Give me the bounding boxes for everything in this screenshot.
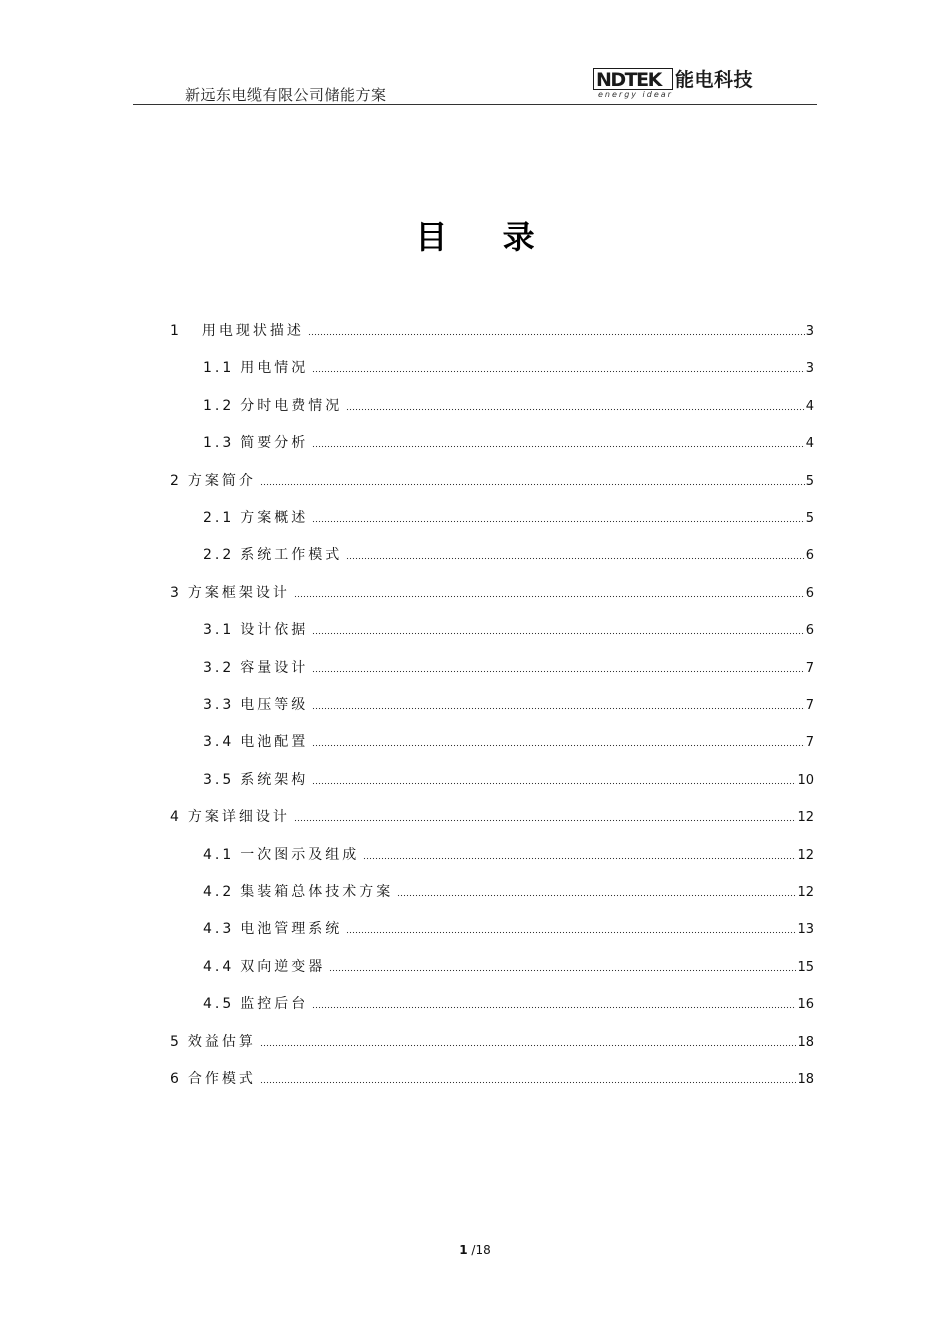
toc-dot-leader <box>260 1043 797 1047</box>
toc-entry-number: 1.1 <box>203 360 235 376</box>
toc-entry-title: 用电情况 <box>240 360 309 376</box>
toc-entry-title: 方案详细设计 <box>187 809 290 825</box>
toc-entry-number: 3.4 <box>203 734 235 750</box>
toc-entry-page: 15 <box>797 960 814 975</box>
toc-entry-page: 3 <box>805 361 814 376</box>
toc-dot-leader <box>308 332 805 336</box>
toc-entry-number: 3.5 <box>203 772 235 788</box>
toc-entry[interactable] <box>170 807 814 827</box>
toc-entry-title: 系统架构 <box>240 772 309 788</box>
toc-entry-number: 1 <box>170 323 182 339</box>
toc-entry-number: 1.3 <box>203 435 235 451</box>
toc-entry-title: 电池配置 <box>240 734 309 750</box>
toc-dot-leader <box>312 706 804 710</box>
toc-entry[interactable] <box>203 433 814 453</box>
toc-entry-title: 系统工作模式 <box>240 547 343 563</box>
logo-chinese-name: 能电科技 <box>675 69 754 91</box>
toc-entry-page: 12 <box>797 810 814 825</box>
toc-entry[interactable] <box>203 545 814 565</box>
toc-entry-page: 3 <box>805 324 814 339</box>
toc-entry-title: 方案概述 <box>240 510 309 526</box>
toc-entry-number: 6 <box>170 1071 182 1087</box>
toc-entry-number: 4.5 <box>203 996 235 1012</box>
toc-entry-page: 5 <box>805 511 814 526</box>
toc-entry-title: 设计依据 <box>240 622 309 638</box>
toc-entry-number: 4.1 <box>203 847 235 863</box>
toc-entry-title: 方案框架设计 <box>187 585 290 601</box>
toc-entry-title: 监控后台 <box>240 996 309 1012</box>
toc-entry[interactable] <box>203 994 814 1014</box>
toc-dot-leader <box>312 444 804 448</box>
toc-entry[interactable] <box>203 770 814 790</box>
toc-entry-title: 用电现状描述 <box>201 323 304 339</box>
header-document-title: 新远东电缆有限公司储能方案 <box>185 86 387 104</box>
toc-entry-page: 4 <box>805 436 814 451</box>
toc-entry[interactable] <box>203 508 814 528</box>
logo-mark-text: NDTEK <box>596 69 661 91</box>
page-separator: / <box>467 1243 476 1257</box>
toc-entry[interactable] <box>203 658 814 678</box>
toc-entry-number: 4.2 <box>203 884 235 900</box>
toc-dot-leader <box>346 407 804 411</box>
toc-entry-title: 方案简介 <box>187 473 256 489</box>
total-pages: 18 <box>475 1243 491 1257</box>
toc-entry-number: 2 <box>170 473 182 489</box>
toc-dot-leader <box>294 594 805 598</box>
toc-entry-number: 1.2 <box>203 398 235 414</box>
toc-entry-title: 分时电费情况 <box>240 398 343 414</box>
toc-entry-number: 2.2 <box>203 547 235 563</box>
toc-entry-title: 电池管理系统 <box>240 921 343 937</box>
toc-entry-page: 18 <box>797 1072 814 1087</box>
current-page-number: 1 <box>459 1243 468 1257</box>
toc-entry-page: 6 <box>805 623 814 638</box>
toc-entry[interactable] <box>203 358 814 378</box>
toc-entry-page: 7 <box>805 661 814 676</box>
toc-entry-page: 6 <box>805 586 814 601</box>
toc-entry[interactable] <box>170 583 814 603</box>
toc-entry[interactable] <box>203 957 814 977</box>
toc-entry[interactable] <box>170 321 814 341</box>
toc-entry-number: 4.3 <box>203 921 235 937</box>
toc-entry[interactable] <box>203 732 814 752</box>
toc-entry-page: 13 <box>797 922 814 937</box>
toc-dot-leader <box>260 1080 797 1084</box>
toc-dot-leader <box>312 369 804 373</box>
toc-dot-leader <box>312 1005 796 1009</box>
toc-entry-number: 3.2 <box>203 660 235 676</box>
toc-entry-title: 合作模式 <box>187 1071 256 1087</box>
toc-dot-leader <box>329 968 796 972</box>
toc-entry-title: 简要分析 <box>240 435 309 451</box>
toc-heading: 目 录 <box>415 218 557 256</box>
toc-entry-number: 4.4 <box>203 959 235 975</box>
toc-entry[interactable] <box>170 1069 814 1089</box>
toc-dot-leader <box>397 893 796 897</box>
toc-entry[interactable] <box>203 695 814 715</box>
toc-dot-leader <box>294 818 797 822</box>
toc-entry-page: 12 <box>797 885 814 900</box>
toc-entry[interactable] <box>170 471 814 491</box>
toc-entry-title: 双向逆变器 <box>240 959 326 975</box>
toc-dot-leader <box>312 519 804 523</box>
toc-entry-page: 7 <box>805 698 814 713</box>
toc-entry[interactable] <box>203 396 814 416</box>
toc-entry-number: 3 <box>170 585 182 601</box>
toc-entry-number: 3.3 <box>203 697 235 713</box>
toc-entry-page: 6 <box>805 548 814 563</box>
toc-entry-number: 5 <box>170 1034 182 1050</box>
toc-entry-number: 4 <box>170 809 182 825</box>
toc-dot-leader <box>346 556 804 560</box>
toc-entry-title: 集装箱总体技术方案 <box>240 884 394 900</box>
toc-entry[interactable] <box>203 845 814 865</box>
toc-entry[interactable] <box>203 882 814 902</box>
toc-entry-page: 18 <box>797 1035 814 1050</box>
toc-dot-leader <box>312 743 804 747</box>
toc-entry-title: 电压等级 <box>240 697 309 713</box>
toc-entry-page: 16 <box>797 997 814 1012</box>
page-number <box>0 1243 950 1257</box>
toc-entry[interactable] <box>170 1032 814 1052</box>
toc-entry[interactable] <box>203 620 814 640</box>
toc-dot-leader <box>363 856 796 860</box>
toc-entry-page: 12 <box>797 848 814 863</box>
toc-entry-number: 3.1 <box>203 622 235 638</box>
toc-entry-title: 一次图示及组成 <box>240 847 360 863</box>
toc-dot-leader <box>260 482 805 486</box>
toc-entry-title: 效益估算 <box>187 1034 256 1050</box>
toc-entry-page: 5 <box>805 474 814 489</box>
logo-tagline: energy idear <box>598 90 673 99</box>
toc-entry-page: 7 <box>805 735 814 750</box>
toc-entry[interactable] <box>203 919 814 939</box>
toc-entry-number: 2.1 <box>203 510 235 526</box>
toc-entry-page: 10 <box>797 773 814 788</box>
toc-dot-leader <box>312 781 796 785</box>
toc-dot-leader <box>312 631 804 635</box>
toc-dot-leader <box>346 930 796 934</box>
toc-dot-leader <box>312 669 804 673</box>
toc-entry-title: 容量设计 <box>240 660 309 676</box>
toc-entry-page: 4 <box>805 399 814 414</box>
